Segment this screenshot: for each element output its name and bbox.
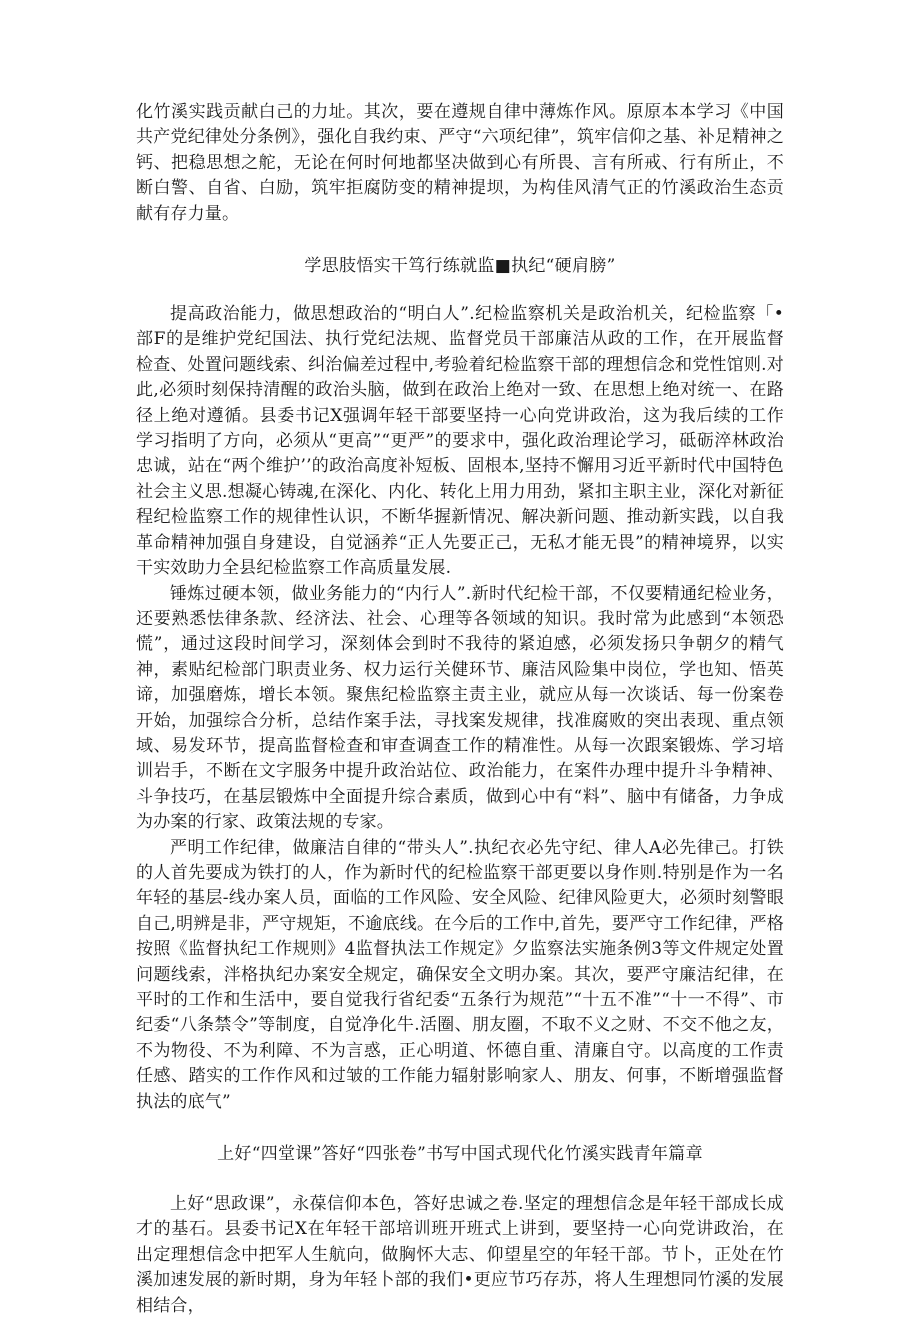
document-page: [136, 100, 784, 1319]
body-paragraph: 上好“思政课”，永葆信仰本色，答好忠诚之卷.坚定的理想信念是年轻干部成长成才的基石。县委书记X在年轻干部培训班开班式上讲到，要坚持一心向党讲政治，在出定理想信念中把军人生航向，做胸怀大志、仰望星空的年轻干部。节卜，正处在竹溪加速发展的新时期，身为年轻卜部的我们•更应节巧存苏，将人生理想同竹溪的发展相结合，: [136, 1194, 784, 1316]
section-heading: 学思肢悟实干笃行练就监■执纪“硬肩膀”: [304, 256, 616, 277]
body-paragraph: 严明工作纪律，做廉洁自律的“带头人”.执纪衣必先守纪、律人A必先律己。打铁的人首先要成为铁打的人，作为新时代的纪检监察干部更要以身作则.特别是作为一名年轻的基层-线办案人员，面临的工作风险、安全风险、纪律风险更大，必须时刻警眼自己,明辨是非，严守规矩，不逾底线。在今后的工作中,首先，要严守工作纪律，严格按照《监督执纪工作规则》4监督执法工作规定》夕监察法实施条例3等文件规定处置问题线索，泮格执纪办案安全规定，确保安全文明办案。其次，要严守廉洁纪律，在平时的工作和生活中，要自觉我行省纪委“五条行为规范”“十五不准”“十一不得”、市纪委“八条禁令”等制度，自觉净化牛.活圈、朋友圈，不取不义之财、不交不他之友，不为物役、不为利障、不为言惑，正心明道、怀德自重、清廉自守。以高度的工作责任感、踏实的工作作风和过皱的工作能力辐射影响家人、朋友、何事，不断增强监督执法的底气”: [136, 837, 784, 1112]
body-paragraph: 化竹溪实践贡献白己的力址。其次，要在遵规自律中薄炼作风。原原本本学习《中国共产党纪律处分条例》，强化自我约束、严守“六项纪律”，筑牢信仰之基、补足精神之钙、把稳思想之舵，无论在何时何地都坚决做到心有所畏、言有所戒、行有所止，不断白警、自省、白励，筑牢拒腐防变的精神提坝，为构佳风清气正的竹溪政治生态贡献有存力量。: [136, 102, 784, 224]
body-paragraph: 提高政治能力，做思想政治的“明白人”.纪检监察机关是政治机关，纪检监察「•部F的是维护党纪国法、执行党纪法规、监督党员干部廉洁从政的工作，在开展监督检查、处置问题线索、纠治偏差过程中,考验着纪检监察干部的理想信念和党性馆则.对此,必须时刻保持清醒的政治头脑，做到在政治上绝对一致、在思想上绝对统一、在路径上绝对遵循。县委书记X强调年轻干部要坚持一心向党讲政治，这为我后续的工作学习指明了方向，必须从“更高”“更严”的要求中，强化政治理论学习，砥砺淬林政治忠诚，站在“两个维护’’的政治高度补短板、固根本,坚持不懈用习近平新时代中国特色社会主义思.想凝心铸魂,在深化、内化、转化上用力用劲，紧扣主职主业，深化对新征程纪检监察工作的规律性认识，不断华握新情况、解决新问题、推动新实践，以自我革命精神加强自身建设，自觉涵养“正人先要正己，无私才能无畏”的精神境界，以实干实效助力全县纪检监察工作高质量发展.: [136, 304, 784, 579]
body-paragraph: 锤炼过硬本领，做业务能力的“内行人”.新时代纪检干部，不仅要精通纪检业务，还要熟悉怯律条款、经济法、社会、心理等各领域的知识。我时常为此感到“本领恐慌”，通过这段时间学习，深刻体会到时不我待的紧迫感，必须发扬只争朝夕的精气神，素贴纪检部门职责业务、权力运行关健环节、廉洁风险集中岗位，学也知、悟英谛，加强磨炼，增长本领。聚焦纪检监察主责主业，就应从每一次谈话、每一份案卷开始，加强综合分析，总结作案手法，寻找案发规律，找准腐败的突出表现、重点领域、易发环节，提高监督检查和审查调查工作的精准性。从每一次跟案锻炼、学习培训岩手，不断在文字服务中提升政治站位、政治能力，在案件办理中提升斗争精神、斗争技巧，在基层锻炼中全面提升综合素质，做到心中有“料”、脑中有储备，力争成为办案的行家、政策法规的专家。: [136, 583, 784, 833]
section-heading: 上好“四堂课”答好“四张卷”书写中国式现代化竹溪实践青年篇章: [217, 1144, 703, 1165]
